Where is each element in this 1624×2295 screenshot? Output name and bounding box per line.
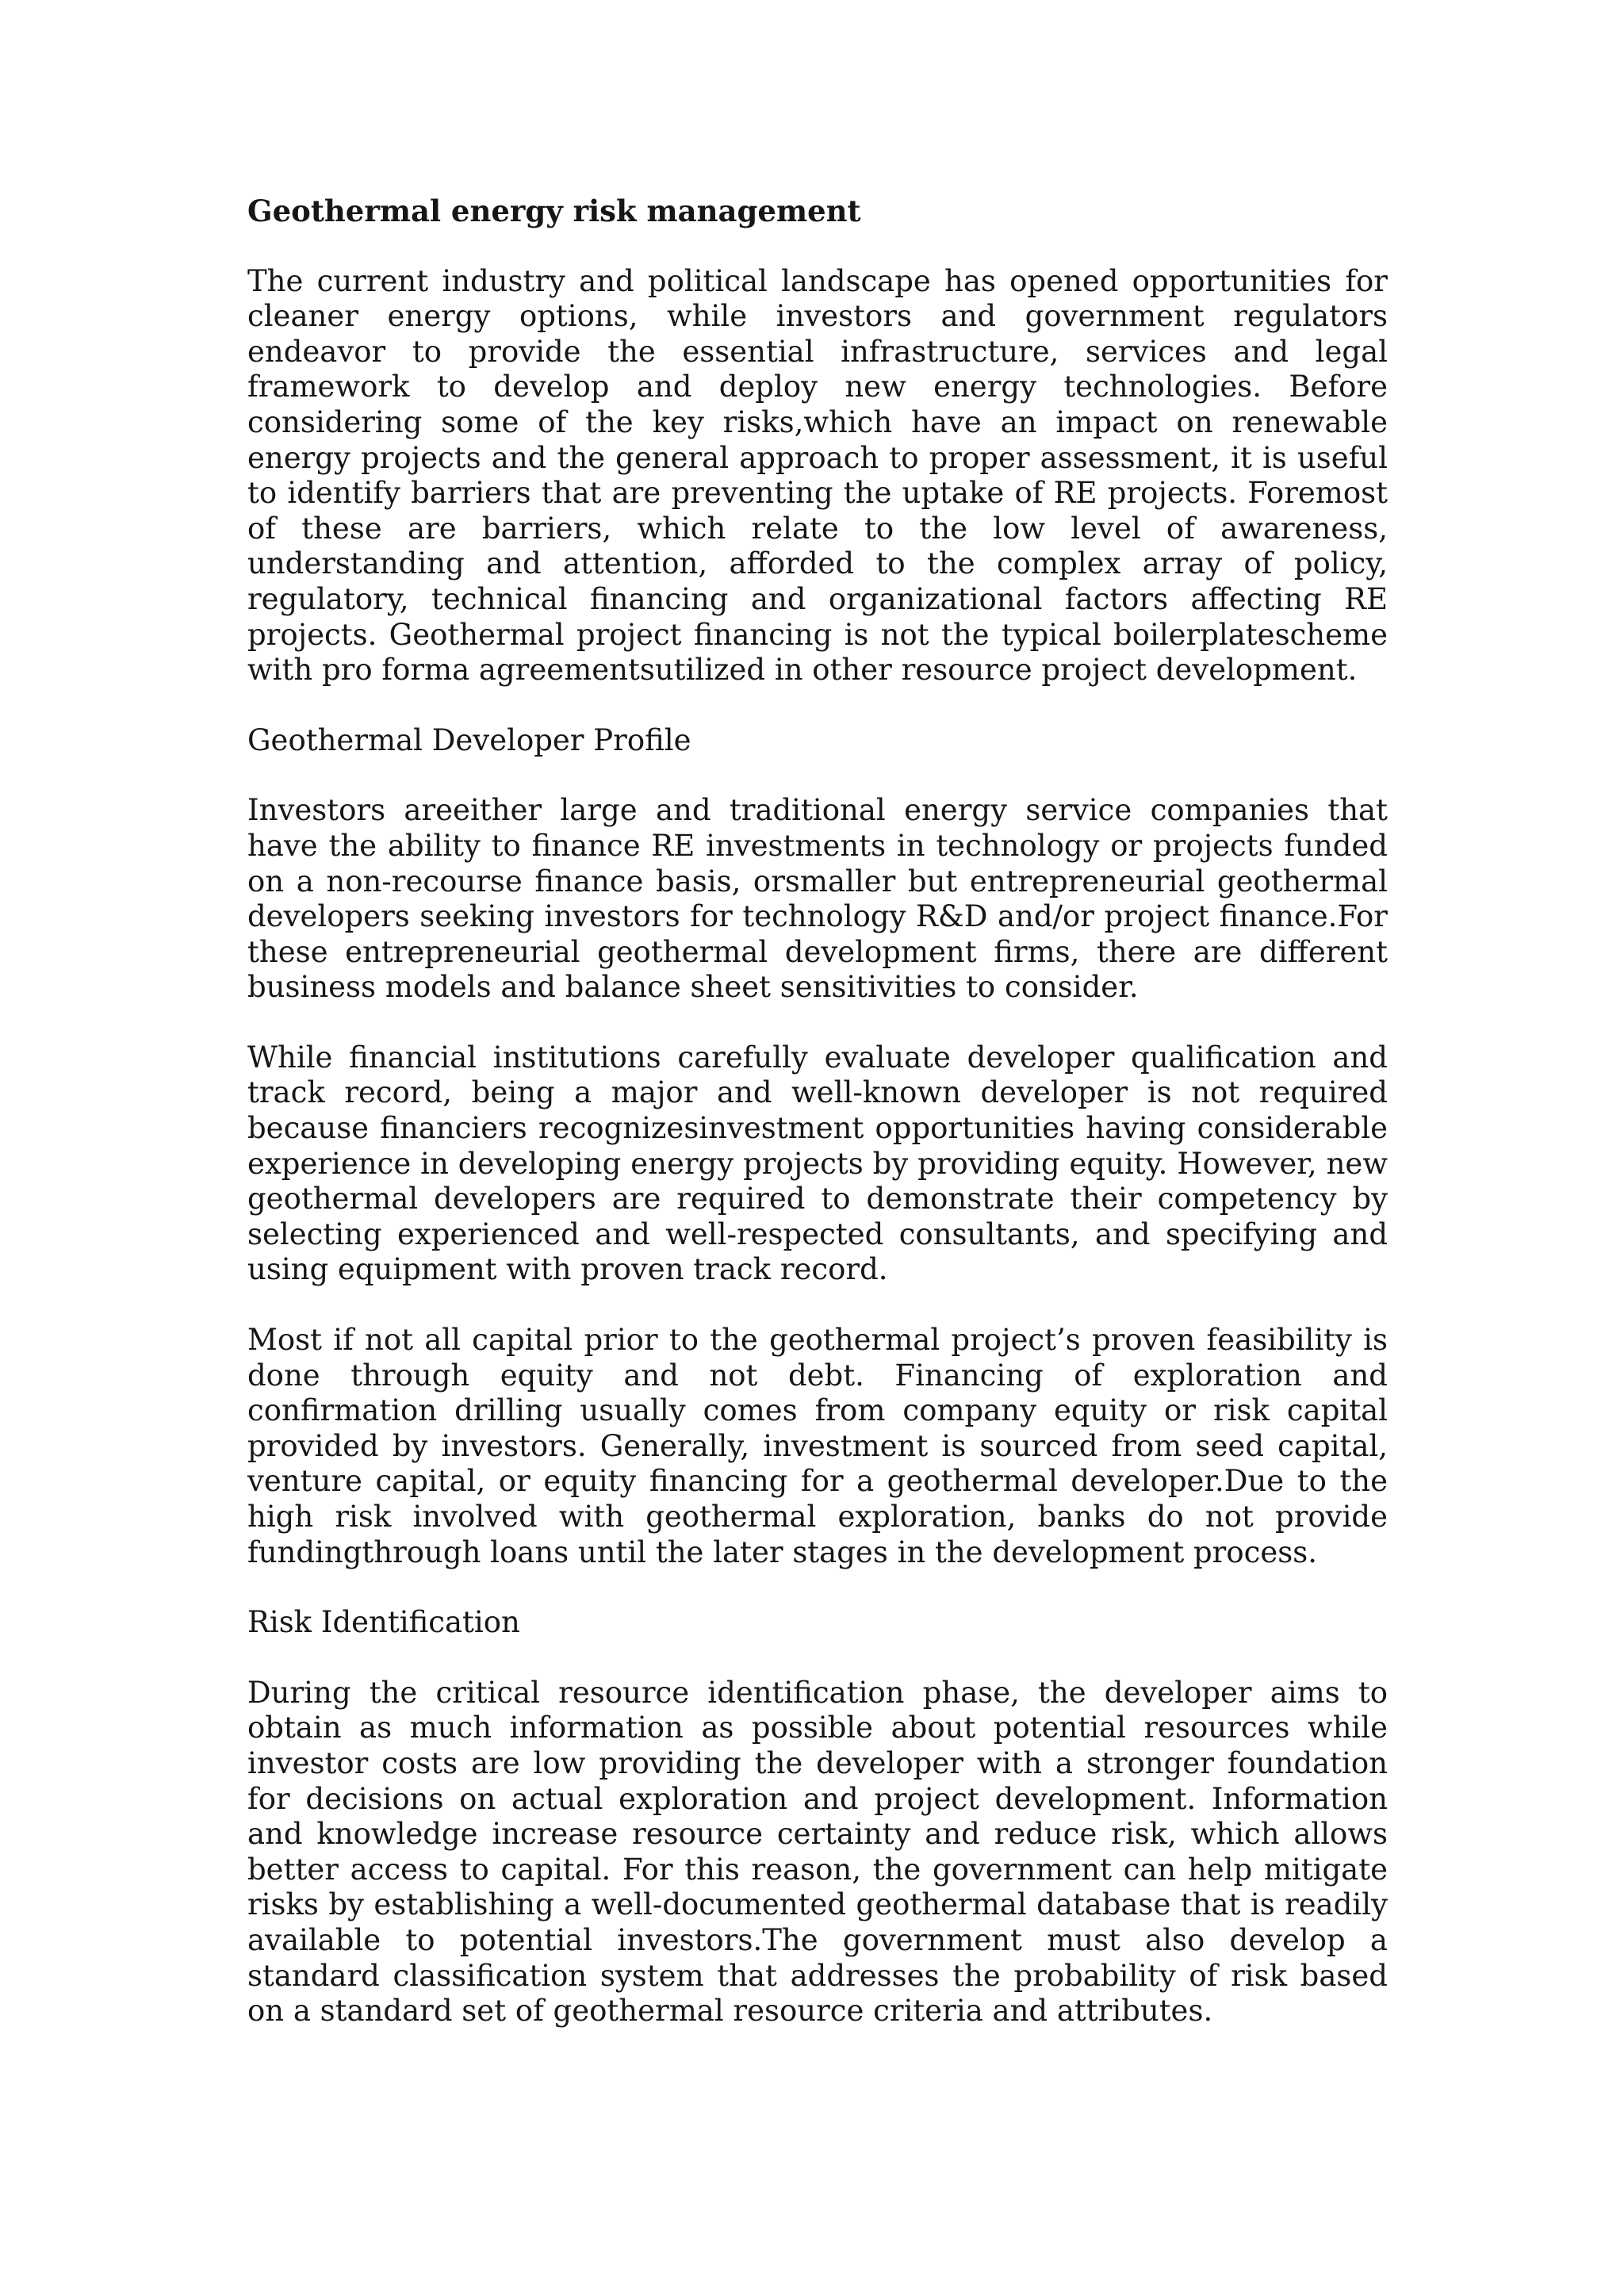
section-heading-developer-profile: Geothermal Developer Profile <box>247 722 691 757</box>
section-heading-risk-identification: Risk Identification <box>247 1605 520 1640</box>
paragraph: Most if not all capital prior to the geothermal project’s proven feasibility is done through equity and not debt. Financing of exploration and confirmation drilling usually comes from company equity or risk capital provided by investors. Generally, investment is sourced from seed capital, venture capital, or equity financing for a geothermal developer.Due to the high risk involved with geothermal exploration, banks do not provide fundingthrough loans until the later stages in the development process. <box>247 1323 1388 1569</box>
document-title: Geothermal energy risk management <box>247 193 861 228</box>
intro-paragraph: The current industry and political landscape has opened opportunities for cleaner energy options, while investors and government regulators endeavor to provide the essential infrastructure, services and legal framework to develop and deploy new energy technologies. Before considering some of the key risks,which have an impact on renewable energy projects and the general approach to proper assessment, it is useful to identify barriers that are preventing the uptake of RE projects. Foremost of these are barriers, which relate to the low level of awareness, understanding and attention, afforded to the complex array of policy, regulatory, technical financing and organizational factors affecting RE projects. Geothermal project financing is not the typical boilerplatescheme with pro forma agreementsutilized in other resource project development. <box>247 263 1388 688</box>
paragraph: During the critical resource identification phase, the developer aims to obtain as much information as possible about potential resources while investor costs are low providing the developer with a stronger foundation for decisions on actual exploration and project development. Information and knowledge increase resource certainty and reduce risk, which allows better access to capital. For this reason, the government can help mitigate risks by establishing a well-documented geothermal database that is readily available to potential investors.The government must also develop a standard classification system that addresses the probability of risk based on a standard set of geothermal resource criteria and attributes. <box>247 1675 1388 2029</box>
document-body <box>247 193 1388 2064</box>
paragraph: Investors areeither large and traditional energy service companies that have the ability to finance RE investments in technology or projects funded on a non-recourse finance basis, orsmaller but entrepreneurial geothermal developers seeking investors for technology R&D and/or project finance.For these entrepreneurial geothermal development firms, there are different business models and balance sheet sensitivities to consider. <box>247 793 1388 1005</box>
paragraph: While financial institutions carefully evaluate developer qualification and track record, being a major and well-known developer is not required because financiers recognizesinvestment opportunities having considerable experience in developing energy projects by providing equity. However, new geothermal developers are required to demonstrate their competency by selecting experienced and well-respected consultants, and specifying and using equipment with proven track record. <box>247 1040 1388 1287</box>
